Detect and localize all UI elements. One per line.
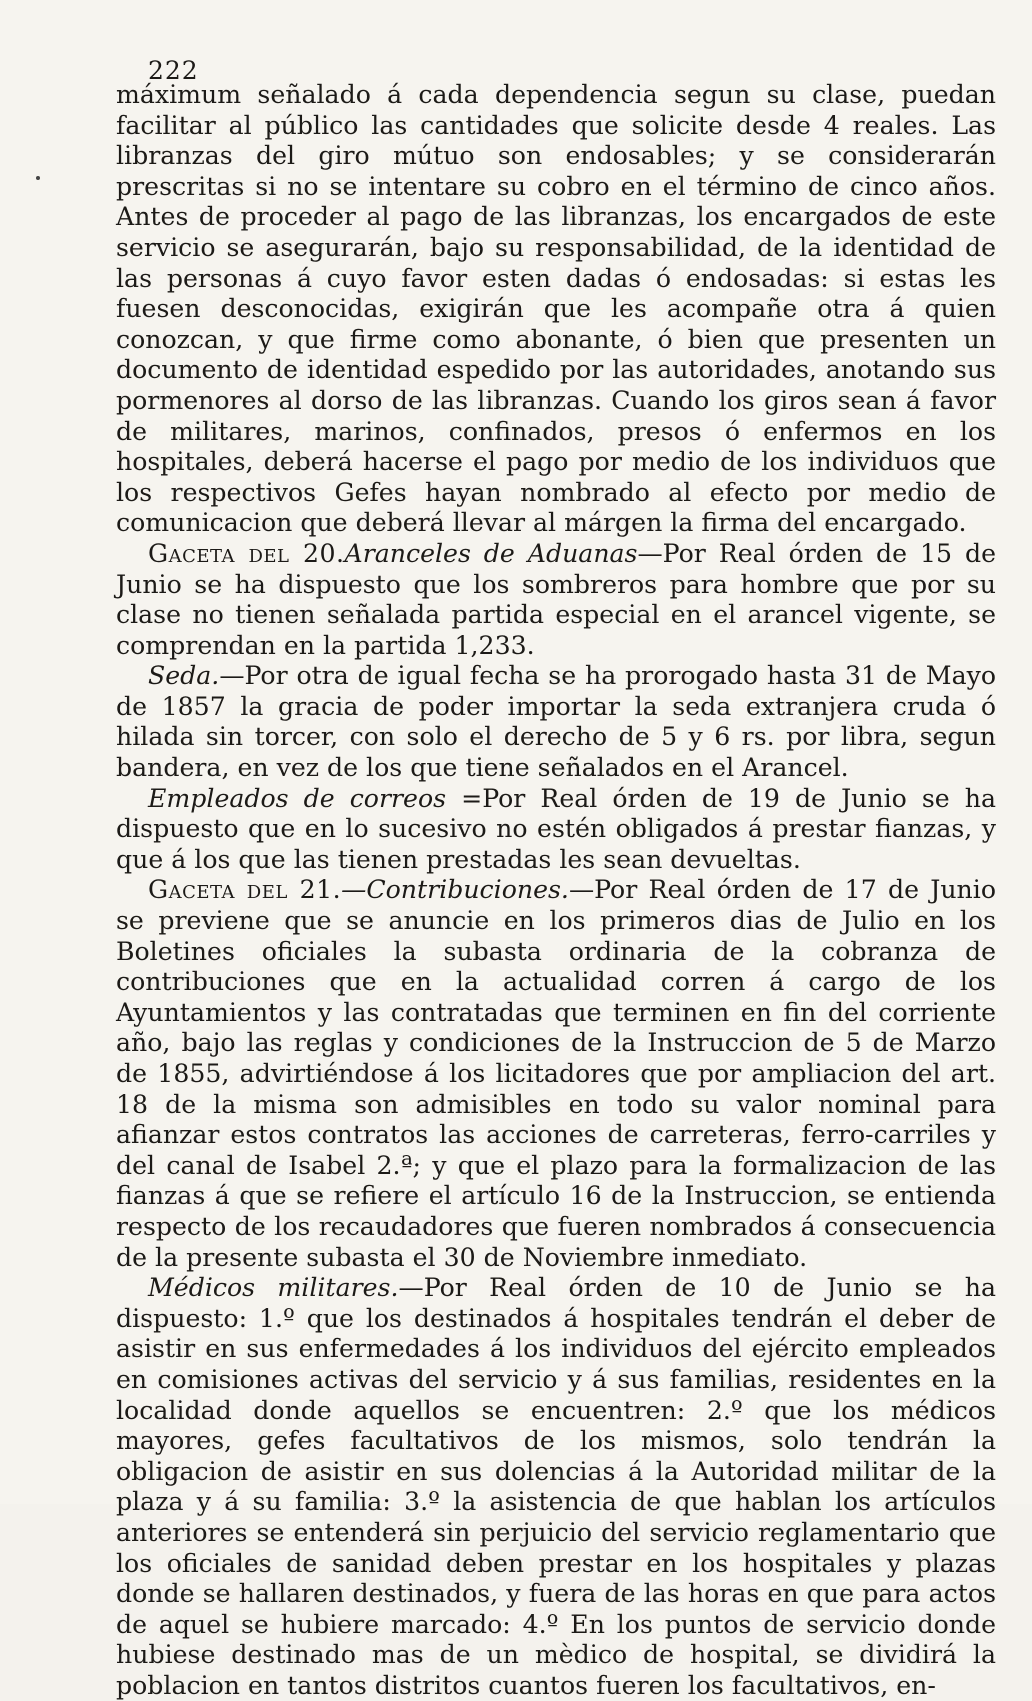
section-heading: Empleados de correos: [148, 783, 447, 813]
section-heading: Aranceles de Aduanas: [344, 538, 638, 568]
section-heading: Seda.: [148, 661, 220, 691]
paragraph-text: —Por Real órden de 10 de Junio se ha dispuesto: 1.º que los destinados á hospitales tendrán el deber de asistir en sus enfermedades á los individuos del ejército empleados en comisiones activas del servicio y á sus familias, residentes en la localidad donde aquellos se encuentren: 2.º que los médicos mayores, gefes facultativos de los mismos, solo tendrán la obligacion de asistir en sus dolencias á la Autoridad militar de la plaza y á su familia: 3.º la asistencia de que hablan los artículos anteriores se entenderá sin perjuicio del servicio reglamentario que los oficiales de sanidad deben prestar en los hospitales y plazas donde se hallaren destinados, y fuera de las horas en que para actos de aquel se hubiere marcado: 4.º En los puntos de servicio donde hubiese destinado mas de un mèdico de hospital, se dividirá la poblacion en tantos distritos cuantos fueren los facultativos, en-: [116, 1273, 996, 1700]
paragraph-contribuciones: [116, 875, 996, 1273]
paragraph-text: máximum señalado á cada dependencia segun su clase, puedan facilitar al público las cantidades que solicite desde 4 reales. Las libranzas del giro mútuo son endosables; y se considerarán prescritas si no se intentare su cobro en el término de cinco años. Antes de proceder al pago de las libranzas, los encargados de este servicio se asegurarán, bajo su responsabilidad, de la identidad de las personas á cuyo favor esten dadas ó endosadas: si estas les fuesen desconocidas, exigirán que les acompañe otra á quien conozcan, y que firme como abonante, ó bien que presenten un documento de identidad espedido por las autoridades, anotando sus pormenores al dorso de las libranzas. Cuando los giros sean á favor de militares, marinos, confinados, presos ó enfermos en los hospitales, deberá hacerse el pago por medio de los individuos que los respectivos Gefes hayan nombrado al efecto por medio de comunicacion que deberá llevar al márgen la firma del encargado.: [116, 80, 996, 538]
paragraph-giro-mutuo: [116, 80, 996, 539]
gazette-lead: Gaceta del 21.: [148, 875, 342, 905]
paragraph-empleados-correos: [116, 784, 996, 876]
gazette-lead: Gaceta del 20.: [148, 538, 345, 568]
paragraph-text: —Por Real órden de 17 de Junio se previene que se anuncie en los primeros dias de Julio en los Boletines oficiales la subasta ordinaria de la cobranza de contribuciones que en la actualidad corren á cargo de los Ayuntamientos y las contratadas que terminen en fin del corriente año, bajo las reglas y condiciones de la Instruccion de 5 de Marzo de 1855, advirtiéndose á los licitadores que por ampliacion del art. 18 de la misma son admisibles en todo su valor nominal para afianzar estos contratos las acciones de carreteras, ferro-carriles y del canal de Isabel 2.ª; y que el plazo para la formalizacion de las fianzas á que se refiere el artículo 16 de la Instruccion, se entienda respecto de los recaudadores que fueren nombrados á consecuencia de la presente subasta el 30 de Noviembre inmediato.: [116, 875, 997, 1272]
paragraph-medicos-militares: [116, 1273, 996, 1701]
page-number: 222: [148, 56, 199, 85]
paragraph-text: —Por otra de igual fecha se ha prorogado hasta 31 de Mayo de 1857 la gracia de poder importar la seda extranjera cruda ó hilada sin torcer, con solo el derecho de 5 y 6 rs. por libra, segun bandera, en vez de los que tiene señalados en el Arancel.: [116, 661, 996, 783]
section-heading: Médicos militares.: [148, 1273, 399, 1303]
paragraph-aranceles: [116, 539, 996, 661]
paragraph-text: =Por Real órden de 19 de Junio se ha dispuesto que en lo sucesivo no estén obligados á prestar fianzas, y que á los que las tienen prestadas les sean devueltas.: [116, 783, 996, 874]
page-body: [116, 80, 996, 1701]
paragraph-seda: [116, 661, 996, 783]
section-heading: —Contribuciones.: [341, 875, 569, 905]
margin-mark: [36, 176, 40, 180]
paragraph-text: —Por Real órden de 15 de Junio se ha dispuesto que los sombreros para hombre que por su clase no tienen señalada partida especial en el arancel vigente, se comprendan en la partida 1,233.: [116, 538, 996, 660]
